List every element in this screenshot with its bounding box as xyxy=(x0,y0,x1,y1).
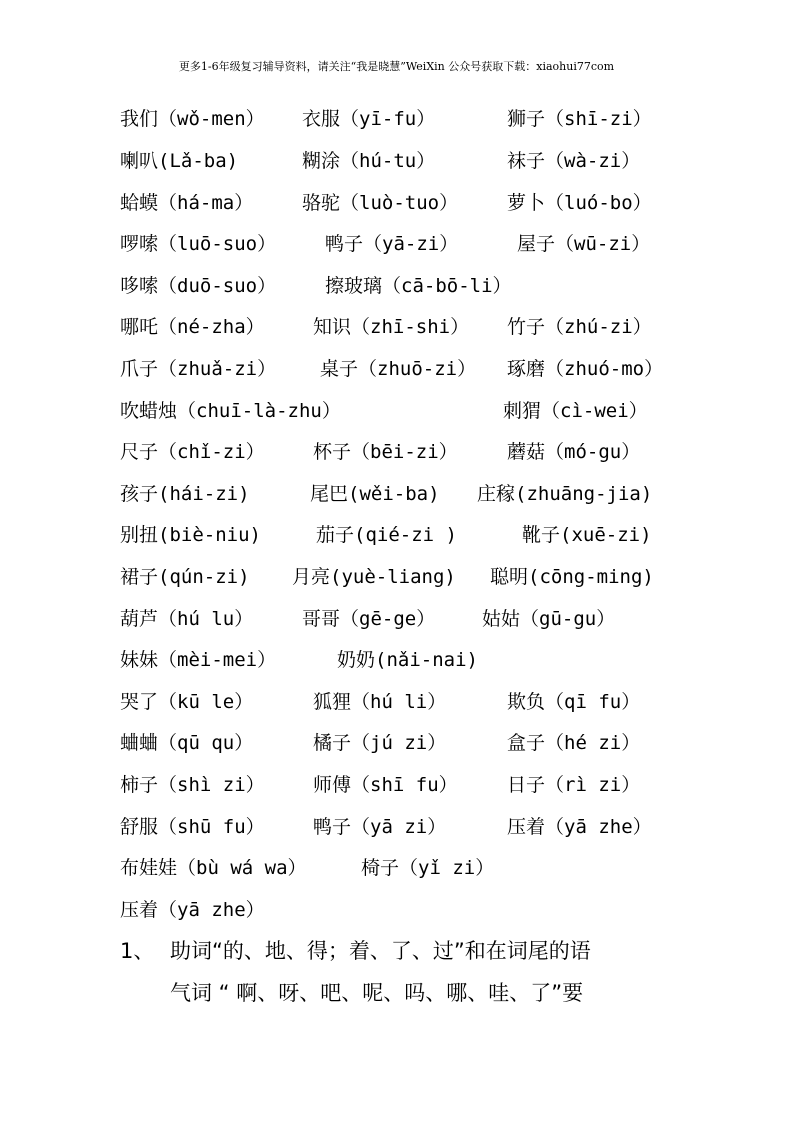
word-entry: 糊涂（hú-tu） xyxy=(302,150,436,172)
word-entry: 喇叭(Lǎ-ba) xyxy=(120,150,239,172)
word-entry: 盒子（hé zi） xyxy=(507,732,641,754)
word-row xyxy=(120,396,720,426)
word-entry: 哥哥（gē-ge） xyxy=(302,608,436,630)
word-row xyxy=(120,479,720,509)
word-entry: 椅子（yǐ zi） xyxy=(361,857,495,879)
word-entry: 孩子(hái-zi) xyxy=(120,483,250,505)
word-entry: 蛤蟆（há-ma） xyxy=(120,192,254,214)
word-entry: 竹子（zhú-zi） xyxy=(507,316,652,338)
word-entry: 桌子（zhuō-zi） xyxy=(320,358,477,380)
word-entry: 橘子（jú zi） xyxy=(313,732,447,754)
word-entry: 师傅（shī fu） xyxy=(313,774,458,796)
word-entry: 啰嗦（luō-suo） xyxy=(120,233,277,255)
word-entry: 萝卜（luó-bo） xyxy=(507,192,652,214)
word-entry: 鸭子（yā zi） xyxy=(313,816,447,838)
word-entry: 月亮(yuè-liang) xyxy=(292,566,456,588)
word-entry: 擦玻璃（cā-bō-li） xyxy=(325,275,512,297)
word-row xyxy=(120,271,720,301)
rule-text-line-2: 气词 “ 啊、呀、吧、呢、吗、哪、哇、了”要 xyxy=(170,981,584,1005)
word-entry: 裙子(qún-zi) xyxy=(120,566,250,588)
word-row xyxy=(120,812,720,842)
word-entry: 尺子（chǐ-zi） xyxy=(120,441,265,463)
word-entry: 布娃娃（bù wá wa） xyxy=(120,857,307,879)
word-entry: 琢磨（zhuó-mo） xyxy=(507,358,664,380)
word-entry: 压着（yā zhe） xyxy=(120,899,265,921)
word-row xyxy=(120,770,720,800)
word-entry: 日子（rì zi） xyxy=(507,774,641,796)
word-row xyxy=(120,728,720,758)
word-entry: 我们（wǒ-men） xyxy=(120,108,265,130)
word-entry: 别扭(biè-niu) xyxy=(120,524,261,546)
word-row xyxy=(120,312,720,342)
word-entry: 柿子（shì zi） xyxy=(120,774,265,796)
word-entry: 压着（yā zhe） xyxy=(507,816,652,838)
word-entry: 屋子（wū-zi） xyxy=(517,233,651,255)
word-entry: 骆驼（luò-tuo） xyxy=(302,192,459,214)
word-row xyxy=(120,354,720,384)
word-entry: 杯子（bēi-zi） xyxy=(313,441,458,463)
word-row xyxy=(120,562,720,592)
word-entry: 聪明(cōng-ming) xyxy=(490,566,654,588)
word-row xyxy=(120,229,720,259)
word-entry: 庄稼(zhuāng-jia) xyxy=(477,483,653,505)
page-header-notice: 更多1-6年级复习辅导资料，请关注“我是晓慧”WeiXin 公众号获取下载：xiaohui77com xyxy=(178,60,615,73)
word-row xyxy=(120,645,720,675)
rule-item xyxy=(120,935,700,969)
word-entry: 哆嗦（duō-suo） xyxy=(120,275,277,297)
word-row xyxy=(120,604,720,634)
word-entry: 哭了（kū le） xyxy=(120,691,254,713)
word-row xyxy=(120,104,720,134)
word-entry: 尾巴(wěi-ba) xyxy=(310,483,440,505)
word-entry: 狐狸（hú li） xyxy=(313,691,447,713)
word-entry: 爪子（zhuǎ-zi） xyxy=(120,358,277,380)
word-entry: 靴子(xuē-zi) xyxy=(522,524,652,546)
word-entry: 哪吒（né-zha） xyxy=(120,316,265,338)
word-entry: 妹妹（mèi-mei） xyxy=(120,649,277,671)
word-row xyxy=(120,895,720,925)
word-entry: 鸭子（yā-zi） xyxy=(325,233,459,255)
word-entry: 舒服（shū fu） xyxy=(120,816,265,838)
word-entry: 茄子(qié-zi ) xyxy=(316,524,457,546)
word-entry: 奶奶(nǎi-nai) xyxy=(337,649,478,671)
word-entry: 姑姑（gū-gu） xyxy=(482,608,616,630)
word-row xyxy=(120,520,720,550)
rule-item-continuation xyxy=(120,977,700,1011)
word-row xyxy=(120,188,720,218)
word-entry: 蛐蛐（qū qu） xyxy=(120,732,254,754)
word-row xyxy=(120,687,720,717)
word-entry: 葫芦（hú lu） xyxy=(120,608,254,630)
word-row xyxy=(120,853,720,883)
word-entry: 蘑菇（mó-gu） xyxy=(507,441,641,463)
word-entry: 狮子（shī-zi） xyxy=(507,108,652,130)
word-entry: 知识（zhī-shi） xyxy=(313,316,470,338)
word-row xyxy=(120,146,720,176)
word-entry: 欺负（qī fu） xyxy=(507,691,641,713)
word-entry: 衣服（yī-fu） xyxy=(302,108,436,130)
rule-text-line-1: 助词“的、地、得；着、了、过”和在词尾的语 xyxy=(170,939,591,963)
word-entry: 袜子（wà-zi） xyxy=(507,150,641,172)
word-entry: 吹蜡烛（chuī-là-zhu） xyxy=(120,400,341,422)
word-entry: 刺猬（cì-wei） xyxy=(503,400,648,422)
word-row xyxy=(120,437,720,467)
rule-number: 1、 xyxy=(120,939,155,963)
